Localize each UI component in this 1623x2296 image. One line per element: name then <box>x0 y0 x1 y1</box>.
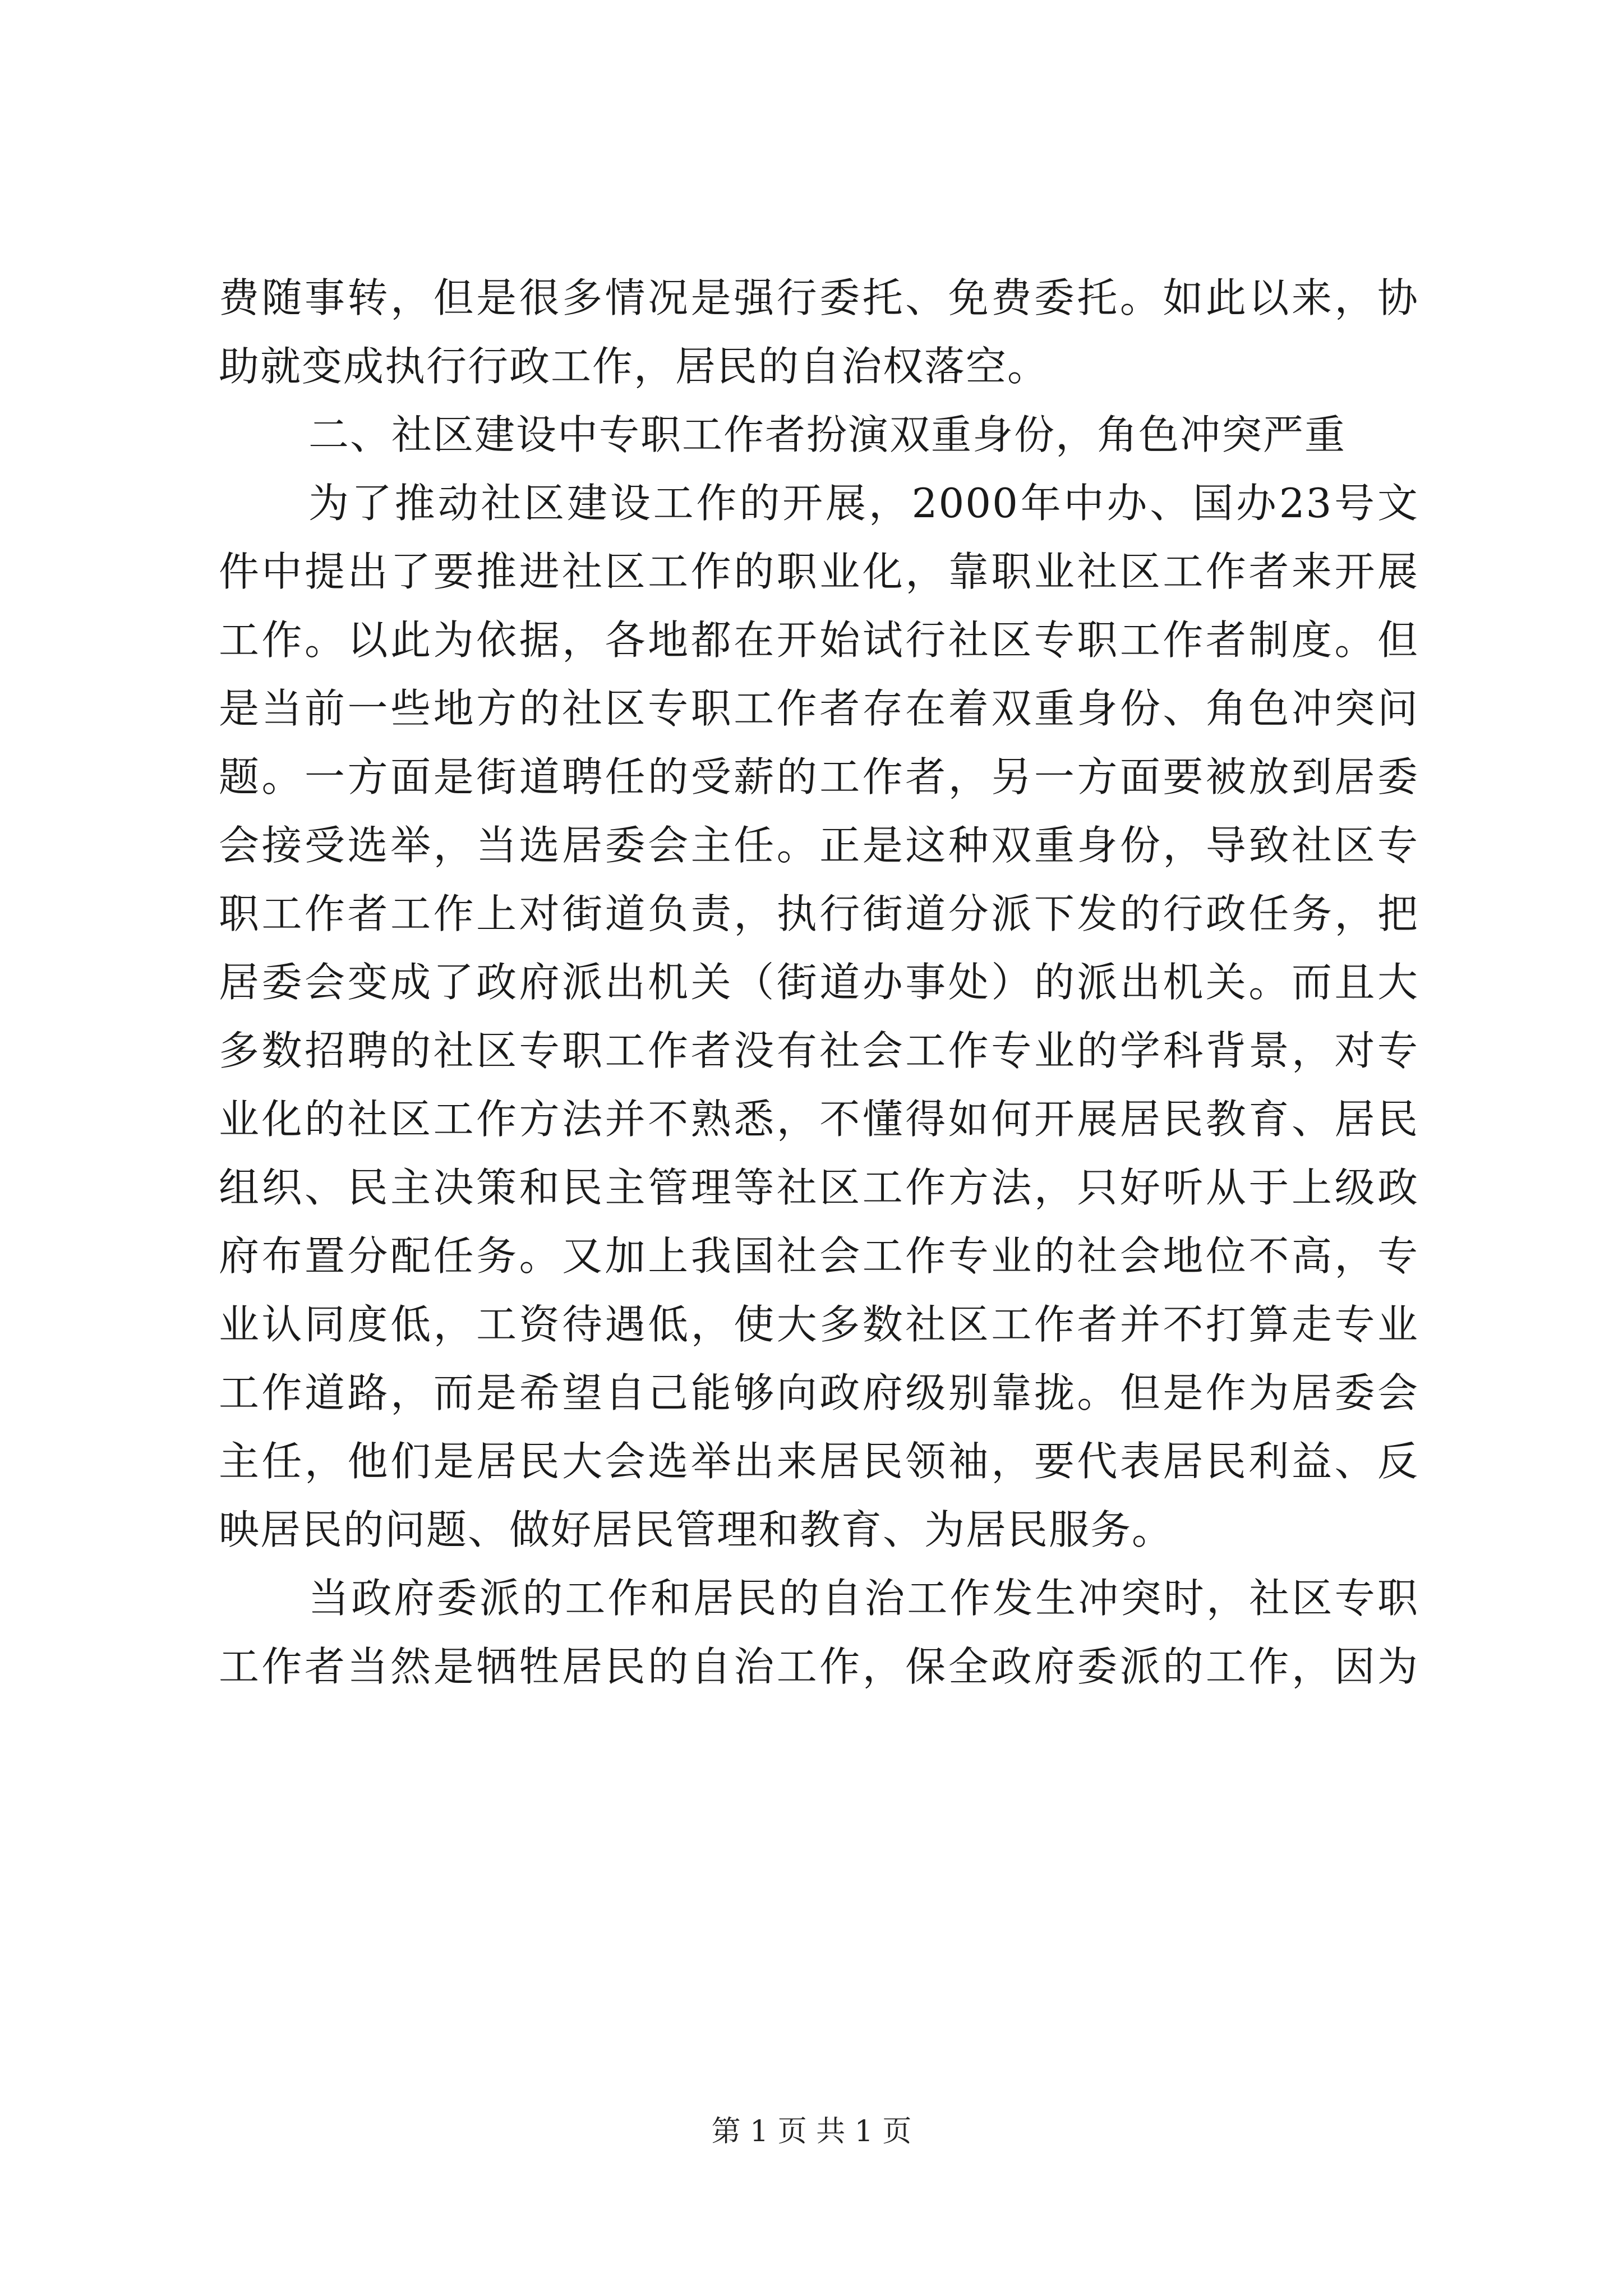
text-line: 组织、民主决策和民主管理等社区工作方法，只好听从于上级政 <box>219 1164 1419 1211</box>
text-line: 件中提出了要推进社区工作的职业化，靠职业社区工作者来开展 <box>219 548 1419 595</box>
text-line: 工作道路，而是希望自己能够向政府级别靠拢。但是作为居委会 <box>219 1369 1419 1416</box>
text-line: 为了推动社区建设工作的开展，2000年中办、国办23号文 <box>308 480 1419 527</box>
text-line: 映居民的问题、做好居民管理和教育、为居民服务。 <box>219 1506 1174 1553</box>
text-line: 是当前一些地方的社区专职工作者存在着双重身份、角色冲突问 <box>219 685 1419 732</box>
text-line: 助就变成执行行政工作，居民的自治权落空。 <box>219 343 1049 390</box>
page-footer: 第 1 页 共 1 页 <box>711 2115 912 2148</box>
document-body <box>219 264 1419 1701</box>
text-line: 府布置分配任务。又加上我国社会工作专业的社会地位不高，专 <box>219 1232 1419 1280</box>
text-line: 职工作者工作上对街道负责，执行街道分派下发的行政任务，把 <box>219 890 1419 937</box>
text-line: 二、社区建设中专职工作者扮演双重身份，角色冲突严重 <box>308 411 1347 458</box>
text-line: 业化的社区工作方法并不熟悉，不懂得如何开展居民教育、居民 <box>219 1096 1419 1143</box>
text-line: 主任，他们是居民大会选举出来居民领袖，要代表居民利益、反 <box>219 1438 1419 1485</box>
text-line: 工作者当然是牺牲居民的自治工作，保全政府委派的工作，因为 <box>219 1643 1419 1690</box>
text-line: 题。一方面是街道聘任的受薪的工作者，另一方面要被放到居委 <box>219 753 1419 800</box>
text-line: 多数招聘的社区专职工作者没有社会工作专业的学科背景，对专 <box>219 1027 1419 1074</box>
text-line: 会接受选举，当选居委会主任。正是这种双重身份，导致社区专 <box>219 822 1419 869</box>
text-line: 工作。以此为依据，各地都在开始试行社区专职工作者制度。但 <box>219 616 1419 664</box>
text-line: 业认同度低，工资待遇低，使大多数社区工作者并不打算走专业 <box>219 1301 1419 1348</box>
text-line: 当政府委派的工作和居民的自治工作发生冲突时，社区专职 <box>308 1575 1419 1622</box>
text-line: 居委会变成了政府派出机关（街道办事处）的派出机关。而且大 <box>219 959 1419 1006</box>
text-line: 费随事转，但是很多情况是强行委托、免费委托。如此以来，协 <box>219 274 1419 321</box>
